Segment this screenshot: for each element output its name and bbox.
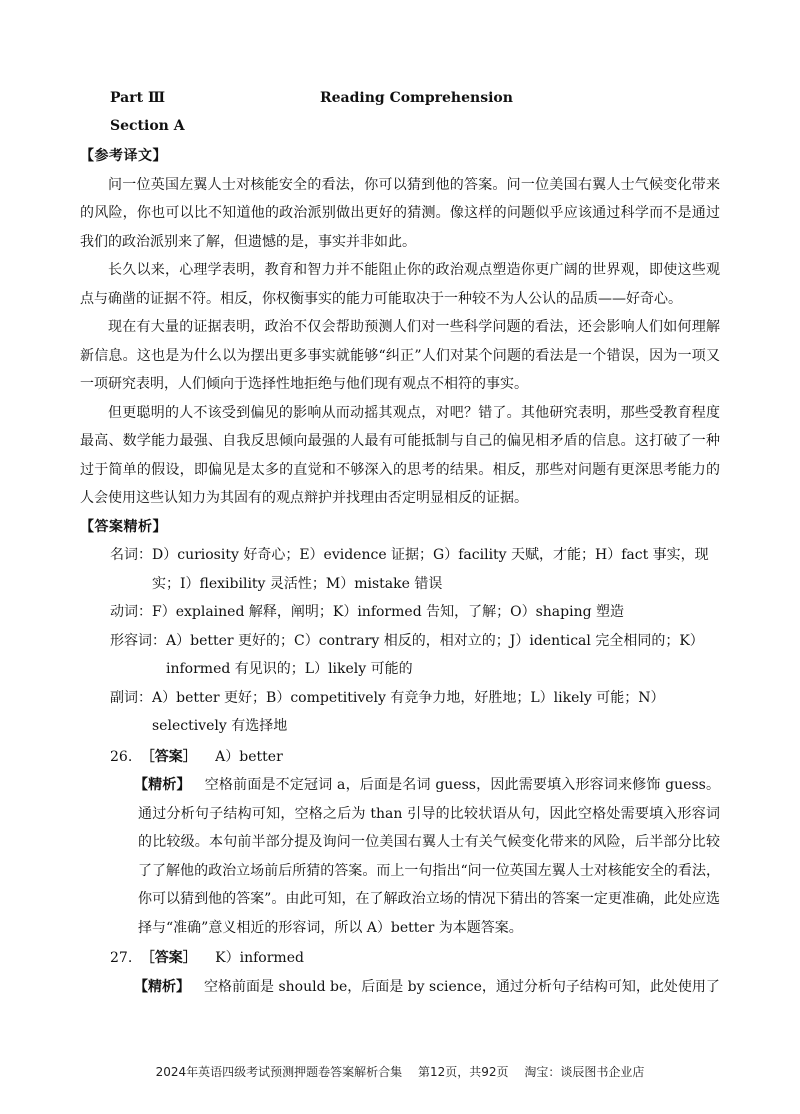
footer-book-title: 2024年英语四级考试预测押题卷答案解析合集 [155, 1065, 403, 1079]
question-26-analysis [80, 771, 720, 942]
vocab-label: 名词： [110, 547, 152, 563]
section-label: Section A [110, 118, 185, 134]
vocab-label: 动词： [110, 604, 152, 620]
page-footer [0, 1063, 800, 1080]
translation-paragraph: 但更聪明的人不该受到偏见的影响从而动摇其观点，对吧？错了。其他研究表明，那些受教育程度最高、数学能力最强、自我反思倾向最强的人最有可能抵制与自己的偏见相矛盾的信息。这打破了一种过于简单的假设，即偏见是太多的直觉和不够深入的思考的结果。相反，那些对问题有更深思考能力的人会使用这些认知力为其固有的观点辩护并找理由否定明显相反的证据。 [80, 404, 720, 506]
footer-page-number: 第12页，共92页 [417, 1065, 509, 1079]
answer-tag: ［答案］ [140, 950, 197, 966]
part-header [110, 90, 710, 110]
vocab-text: A）better 更好的；C）contrary 相反的，相对立的；J）identical 完全相同的；K）informed 有见识的；L）likely 可能的 [166, 632, 704, 677]
answer-value: K）informed [215, 950, 304, 966]
part-label: Part Ⅲ [110, 90, 165, 106]
vocab-row-adjective [80, 627, 720, 684]
question-number: 27. [110, 950, 133, 966]
analysis-text: 空格前面是不定冠词 a，后面是名词 guess，因此需要填入形容词来修饰 guess。通过分析句子结构可知，空格之后为 than 引导的比较状语从句，因此空格处需要填入形容词的比较级。本句前半部分提及询问一位美国右翼人士有关气候变化带来的风险，后半部分比较了了解他的政治立场前后所猜的答案。而上一句指出“问一位英国左翼人士对核能安全的看法，你可以猜到他的答案”。由此可知，在了解政治立场的情况下猜出的答案一定更准确，此处应选择与“准确”意义相近的形容词，所以 A）better 为本题答案。 [138, 777, 721, 936]
question-27-answer [80, 944, 720, 973]
question-27-analysis [80, 973, 720, 1002]
question-26-answer [80, 743, 720, 772]
vocab-text: F）explained 解释，阐明；K）informed 告知，了解；O）shaping 塑造 [152, 604, 624, 620]
analysis-tag: 【精析】 [134, 978, 190, 995]
vocab-row-verb [80, 598, 720, 627]
vocab-label: 形容词： [110, 632, 166, 649]
vocab-row-noun [80, 541, 720, 598]
translation-paragraph: 问一位英国左翼人士对核能安全的看法，你可以猜到他的答案。问一位美国右翼人士气候变化带来的风险，你也可以比不知道他的政治派别做出更好的猜测。像这样的问题似乎应该通过科学而不是通过我们的政治派别来了解，但遗憾的是，事实并非如此。 [80, 176, 720, 250]
footer-shop: 淘宝：谈辰图书企业店 [524, 1065, 645, 1079]
question-number: 26. [110, 748, 133, 765]
vocab-text: D）curiosity 好奇心；E）evidence 证据；G）facility 天赋，才能；H）fact 事实，现实；I）flexibility 灵活性；M）mistake 错误 [152, 547, 709, 592]
answer-tag: ［答案］ [140, 748, 197, 765]
analysis-text: 空格前面是 should be，后面是 by science，通过分析句子结构可知，此处使用了 [204, 978, 720, 995]
vocab-label: 副词： [110, 689, 152, 706]
part-title: Reading Comprehension [320, 90, 513, 106]
answer-value: A）better [215, 748, 283, 765]
analysis-heading: 【答案精析】 [80, 518, 167, 535]
content-body [80, 142, 720, 1001]
analysis-tag: 【精析】 [134, 777, 191, 793]
translation-paragraph: 长久以来，心理学表明，教育和智力并不能阻止你的政治观点塑造你更广阔的世界观，即使这些观点与确凿的证据不符。相反，你权衡事实的能力可能取决于一种较不为人公认的品质——好奇心。 [80, 262, 720, 307]
translation-heading: 【参考译文】 [80, 148, 167, 164]
vocab-row-adverb [80, 684, 720, 741]
vocab-text: A）better 更好；B）competitively 有竞争力地，好胜地；L）likely 可能；N）selectively 有选择地 [152, 689, 665, 734]
translation-paragraph: 现在有大量的证据表明，政治不仅会帮助预测人们对一些科学问题的看法，还会影响人们如何理解新信息。这也是为什么以为摆出更多事实就能够“纠正”人们对某个问题的看法是一个错误，因为一项又一项研究表明，人们倾向于选择性地拒绝与他们现有观点不相符的事实。 [80, 319, 720, 392]
